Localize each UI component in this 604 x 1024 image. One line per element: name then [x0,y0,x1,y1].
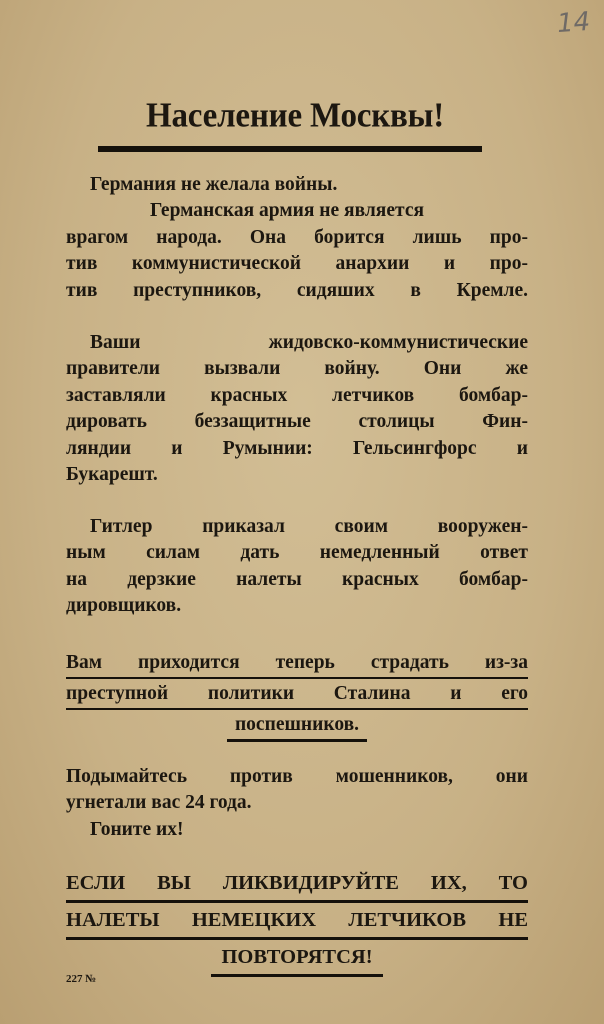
text-line: врагом народа. Она борится лишь про- [66,226,528,248]
text-line: НАЛЕТЫ НЕМЕЦКИХ ЛЕТЧИКОВ НЕ [66,903,528,940]
text-line: на дерзкие налеты красных бомбар- [66,568,528,590]
text-line: дировать беззащитные столицы Фин- [66,411,528,433]
text-line: ным силам дать немедленный ответ [66,542,528,564]
text-line: угнетали вас 24 года. [66,792,252,814]
text-line: преступной политики Сталина и его [66,679,528,710]
paragraph-1 [66,172,528,304]
archive-number: 14 [555,6,592,40]
underlined-warning [66,648,528,742]
text-line-content: ПОВТОРЯТСЯ! [211,940,382,977]
paragraph-2 [66,330,528,488]
text-line: Вам приходится теперь страдать из-за [66,648,528,679]
text-line: дировщиков. [66,595,182,617]
text-line: Гоните их! [90,818,184,840]
text-line: тив коммунистической анархии и про- [66,253,528,275]
text-line: ляндии и Румынии: Гельсингфорс и [66,437,528,459]
paragraph-4 [66,764,528,843]
final-slogan [66,866,528,977]
text-line: Ваши жидовско-коммунистические [90,332,528,353]
text-line: Германия не желала войны. [90,174,338,195]
text-line: заставляли красных летчиков бомбар- [66,384,528,406]
text-line [66,710,528,742]
text-line: правители вызвали войну. Они же [66,358,528,380]
text-line: Подымайтесь против мошенников, они [66,766,528,787]
text-line-content: поспешников. [227,710,367,742]
title-underline [98,146,482,152]
text-line: Германская армия не является [150,200,425,222]
text-line: тив преступников, сидяших в Кремле. [66,279,528,301]
print-number: 227 № [66,973,97,985]
text-line: ЕСЛИ ВЫ ЛИКВИДИРУЙТЕ ИХ, ТО [66,866,528,903]
text-line: Гитлер приказал своим вооружен- [90,516,528,537]
text-line: Букарешт. [66,464,158,486]
text-line [66,940,528,977]
leaflet-title: Население Москвы! [146,97,444,135]
paragraph-3 [66,514,528,620]
